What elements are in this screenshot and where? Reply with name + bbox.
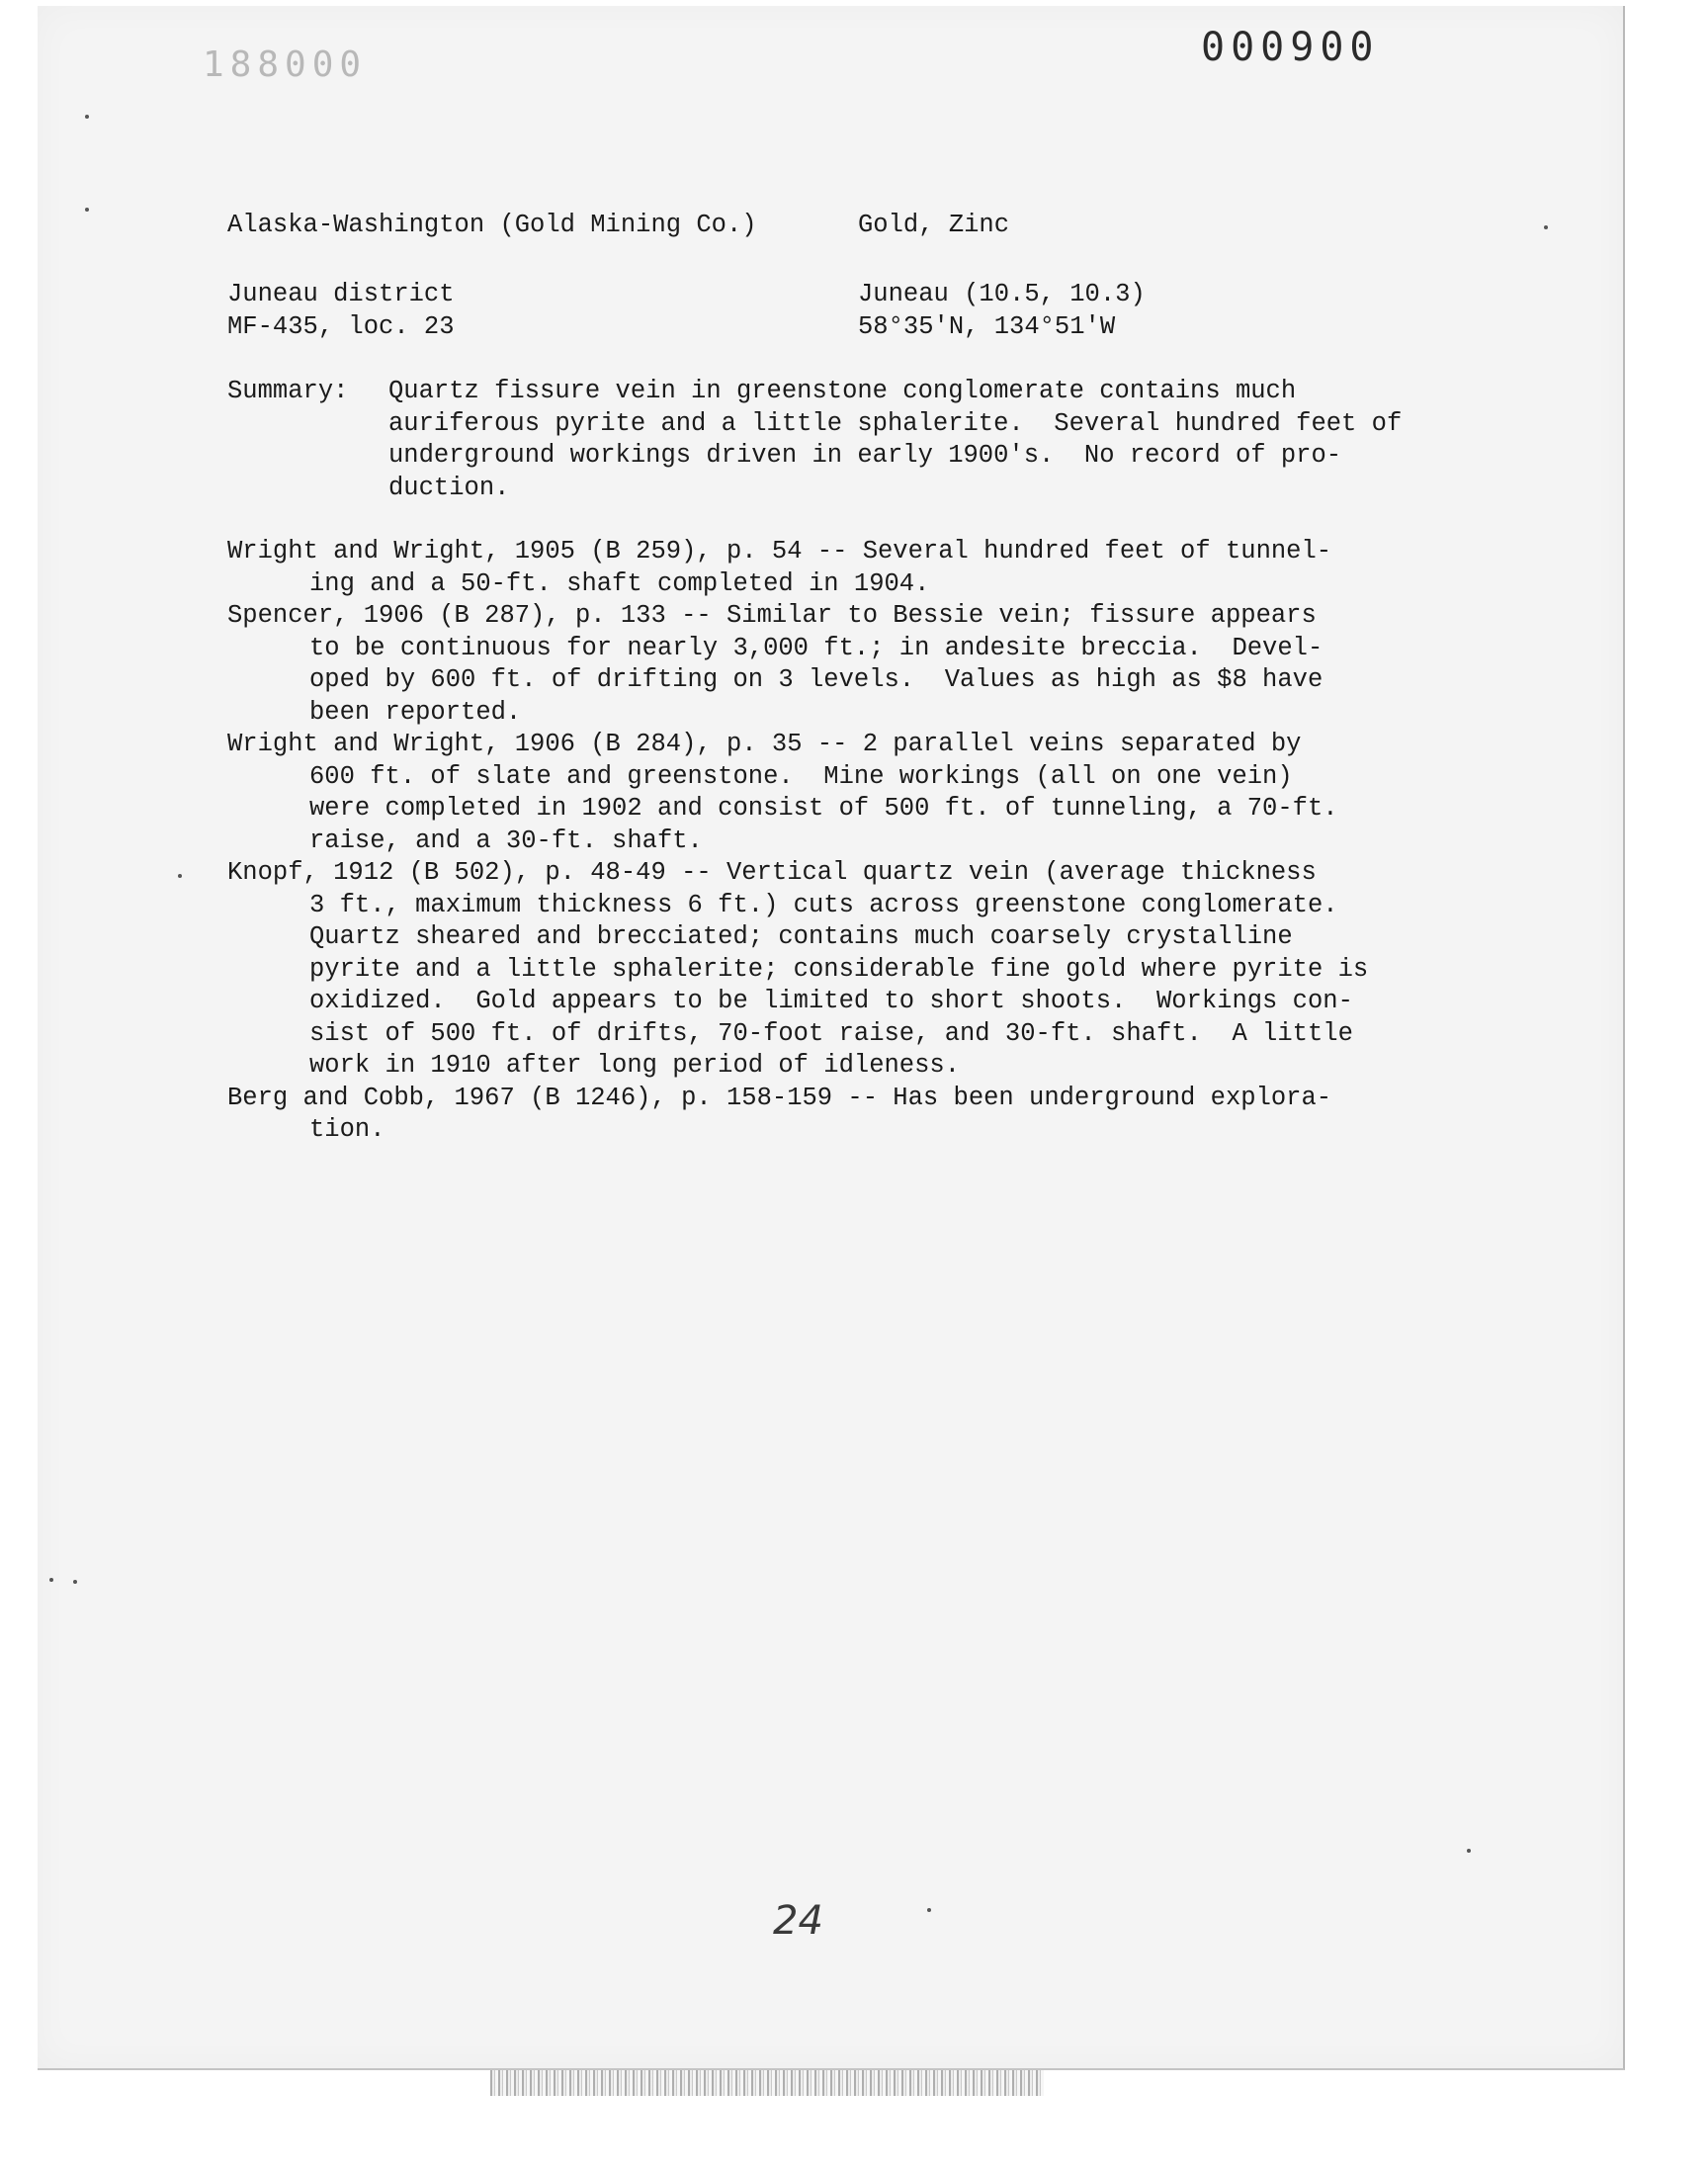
reference-line: Knopf, 1912 (B 502), p. 48-49 -- Vertical quartz vein (average thickness (227, 858, 1317, 887)
reference-line: sist of 500 ft. of drifts, 70-foot raise, and 30-ft. shaft. A little (309, 1018, 1353, 1048)
reference-entry (227, 1083, 1368, 1147)
scanner-edge-strip (490, 2070, 1044, 2096)
reference-line: 3 ft., maximum thickness 6 ft.) cuts across greenstone conglomerate. (309, 890, 1338, 919)
quadrangle: Juneau (10.5, 10.3) (858, 280, 1146, 308)
reference-entry (227, 729, 1368, 857)
summary-label: Summary: (227, 377, 349, 405)
scan-speck (73, 1580, 77, 1584)
reference-line: raise, and a 30-ft. shaft. (309, 826, 703, 855)
commodities (858, 210, 1009, 242)
reference-line: been reported. (309, 697, 522, 727)
summary-body (388, 376, 1402, 504)
scan-speck (178, 874, 182, 878)
summary-line: auriferous pyrite and a little sphalerite. Several hundred feet of (388, 408, 1403, 438)
reference-line: Quartz sheared and brecciated; contains much coarsely crystalline (309, 922, 1293, 951)
reference-line: ing and a 50-ft. shaft completed in 1904. (309, 568, 930, 598)
reference-line: oxidized. Gold appears to be limited to short shoots. Workings con- (309, 987, 1353, 1015)
commodities-text: Gold, Zinc (858, 211, 1010, 239)
scan-speck (927, 1908, 931, 1912)
reference-entry (227, 857, 1368, 1083)
scan-speck (1467, 1849, 1471, 1853)
map-reference: MF-435, loc. 23 (227, 311, 455, 341)
coordinates: 58°35'N, 134°51'W (858, 311, 1116, 341)
handwritten-page-number: 24 (773, 1898, 823, 1944)
summary-line: duction. (388, 473, 510, 502)
district: Juneau district (227, 280, 455, 308)
references-list (227, 536, 1368, 1147)
summary-line: Quartz fissure vein in greenstone conglomerate contains much (388, 377, 1297, 405)
faded-document-number-stamp: 188000 (203, 44, 368, 85)
reference-entry (227, 536, 1368, 600)
quadrangle-block (858, 279, 1146, 343)
summary-line: underground workings driven in early 1900's. No record of pro- (388, 441, 1342, 470)
reference-line: work in 1910 after long period of idleness. (309, 1051, 961, 1080)
reference-line: tion. (309, 1115, 385, 1144)
location-block (227, 279, 455, 343)
reference-line: to be continuous for nearly 3,000 ft.; in andesite breccia. Devel- (309, 633, 1324, 662)
reference-entry (227, 600, 1368, 729)
reference-line: Spencer, 1906 (B 287), p. 133 -- Similar to Bessie vein; fissure appears (227, 601, 1317, 630)
reference-line: Wright and Wright, 1905 (B 259), p. 54 -- Several hundred feet of tunnel- (227, 537, 1332, 566)
mine-name (227, 210, 757, 242)
reference-line: Wright and Wright, 1906 (B 284), p. 35 -- 2 parallel veins separated by (227, 730, 1302, 758)
scan-speck (85, 208, 89, 212)
scan-speck (49, 1578, 53, 1582)
mine-name-text: Alaska-Washington (Gold Mining Co.) (227, 211, 757, 239)
reference-line: Berg and Cobb, 1967 (B 1246), p. 158-159 -- Has been underground explora- (227, 1083, 1332, 1112)
reference-line: oped by 600 ft. of drifting on 3 levels. Values as high as $8 have (309, 665, 1324, 694)
document-number-stamp: 000900 (1201, 25, 1380, 70)
reference-line: pyrite and a little sphalerite; considerable fine gold where pyrite is (309, 954, 1369, 984)
reference-line: 600 ft. of slate and greenstone. Mine workings (all on one vein) (309, 761, 1293, 791)
scan-speck (85, 115, 89, 119)
reference-line: were completed in 1902 and consist of 500 ft. of tunneling, a 70-ft. (309, 794, 1338, 823)
scan-speck (1544, 225, 1548, 229)
